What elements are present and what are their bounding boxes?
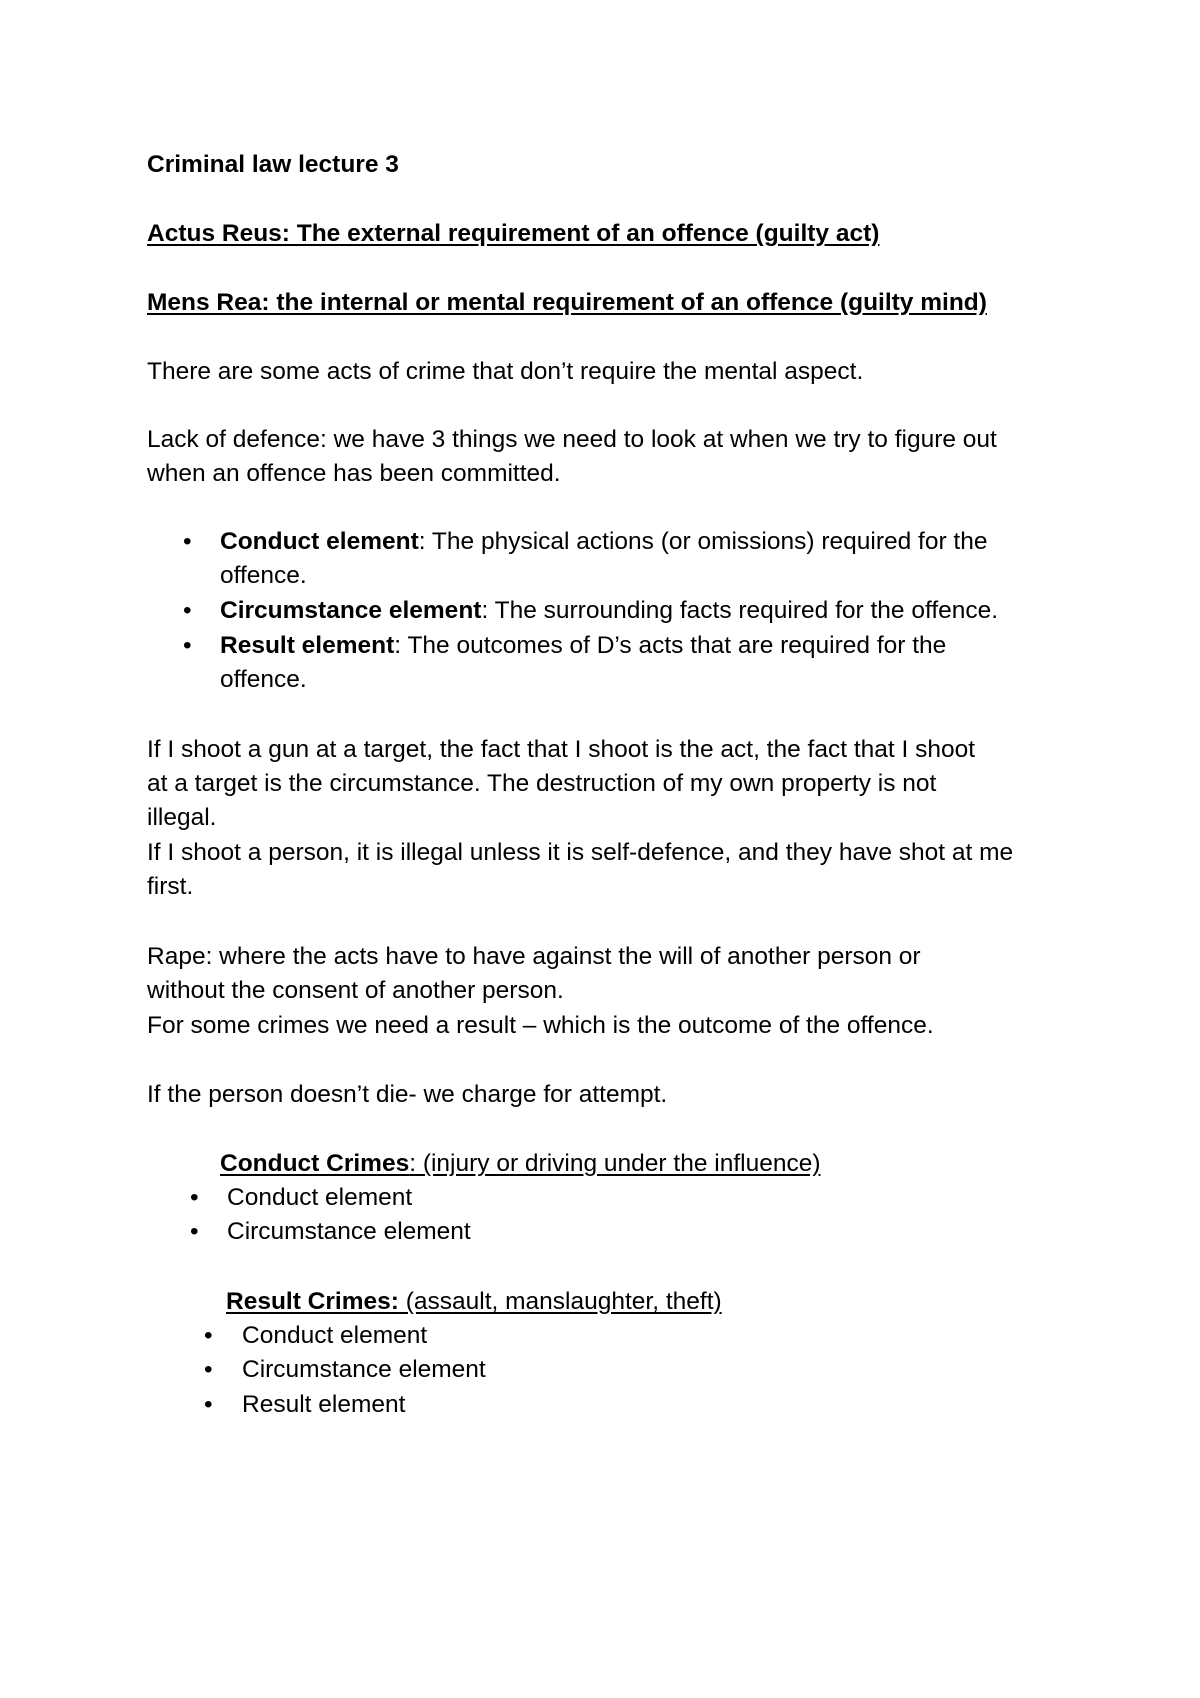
list-item: Circumstance element <box>227 1218 471 1245</box>
definition-conduct-element: : The physical actions (or omissions) required for the <box>418 528 988 555</box>
list-item-circumstance-element <box>220 596 998 626</box>
paragraph-lack-of-defence-line2: when an offence has been committed. <box>147 460 561 487</box>
result-crimes-heading <box>226 1287 722 1317</box>
list-bullet-icon: • <box>204 1356 213 1383</box>
term-result-element: Result element <box>220 632 395 659</box>
paragraph-gun-line5: first. <box>147 873 194 900</box>
definition-circumstance-element: : The surrounding facts required for the offence. <box>481 597 999 624</box>
list-item-conduct-element-cont: offence. <box>220 562 307 589</box>
paragraph-gun-line4: If I shoot a person, it is illegal unless it is self-defence, and they have shot at me <box>147 839 1014 866</box>
paragraph-mental-aspect: There are some acts of crime that don’t require the mental aspect. <box>147 358 864 385</box>
list-bullet-icon: • <box>190 1218 199 1245</box>
paragraph-gun-line2: at a target is the circumstance. The destruction of my own property is not <box>147 770 937 797</box>
list-bullet-icon: • <box>204 1322 213 1349</box>
paragraph-attempt: If the person doesn’t die- we charge for attempt. <box>147 1081 668 1108</box>
result-crimes-title: Result Crimes: <box>226 1288 399 1315</box>
list-item-result-element-cont: offence. <box>220 666 307 693</box>
paragraph-gun-line3: illegal. <box>147 804 217 831</box>
list-bullet-icon: • <box>183 597 192 624</box>
definition-result-element: : The outcomes of D’s acts that are required for the <box>394 632 947 659</box>
list-item: Conduct element <box>242 1322 428 1349</box>
mens-rea-heading: Mens Rea: the internal or mental requirement of an offence (guilty mind) <box>147 289 987 316</box>
list-bullet-icon: • <box>183 528 192 555</box>
result-crimes-examples: (assault, manslaughter, theft) <box>398 1288 722 1315</box>
paragraph-rape-line2: without the consent of another person. <box>147 977 564 1004</box>
conduct-crimes-title: Conduct Crimes <box>220 1150 410 1177</box>
paragraph-lack-of-defence-line1: Lack of defence: we have 3 things we need to look at when we try to figure out <box>147 426 997 453</box>
list-bullet-icon: • <box>190 1184 199 1211</box>
conduct-crimes-examples: : (injury or driving under the influence) <box>409 1150 821 1177</box>
paragraph-rape-line1: Rape: where the acts have to have against the will of another person or <box>147 943 921 970</box>
actus-reus-heading: Actus Reus: The external requirement of an offence (guilty act) <box>147 220 880 247</box>
document-title: Criminal law lecture 3 <box>147 151 399 178</box>
conduct-crimes-heading <box>220 1149 820 1179</box>
list-item-result-element <box>220 631 946 661</box>
list-item-conduct-element <box>220 527 988 557</box>
paragraph-result-line: For some crimes we need a result – which is the outcome of the offence. <box>147 1012 934 1039</box>
list-item: Circumstance element <box>242 1356 486 1383</box>
list-item: Conduct element <box>227 1184 413 1211</box>
list-item: Result element <box>242 1391 406 1418</box>
paragraph-gun-line1: If I shoot a gun at a target, the fact that I shoot is the act, the fact that I shoot <box>147 736 976 763</box>
term-circumstance-element: Circumstance element <box>220 597 482 624</box>
list-bullet-icon: • <box>183 632 192 659</box>
term-conduct-element: Conduct element <box>220 528 419 555</box>
list-bullet-icon: • <box>204 1391 213 1418</box>
